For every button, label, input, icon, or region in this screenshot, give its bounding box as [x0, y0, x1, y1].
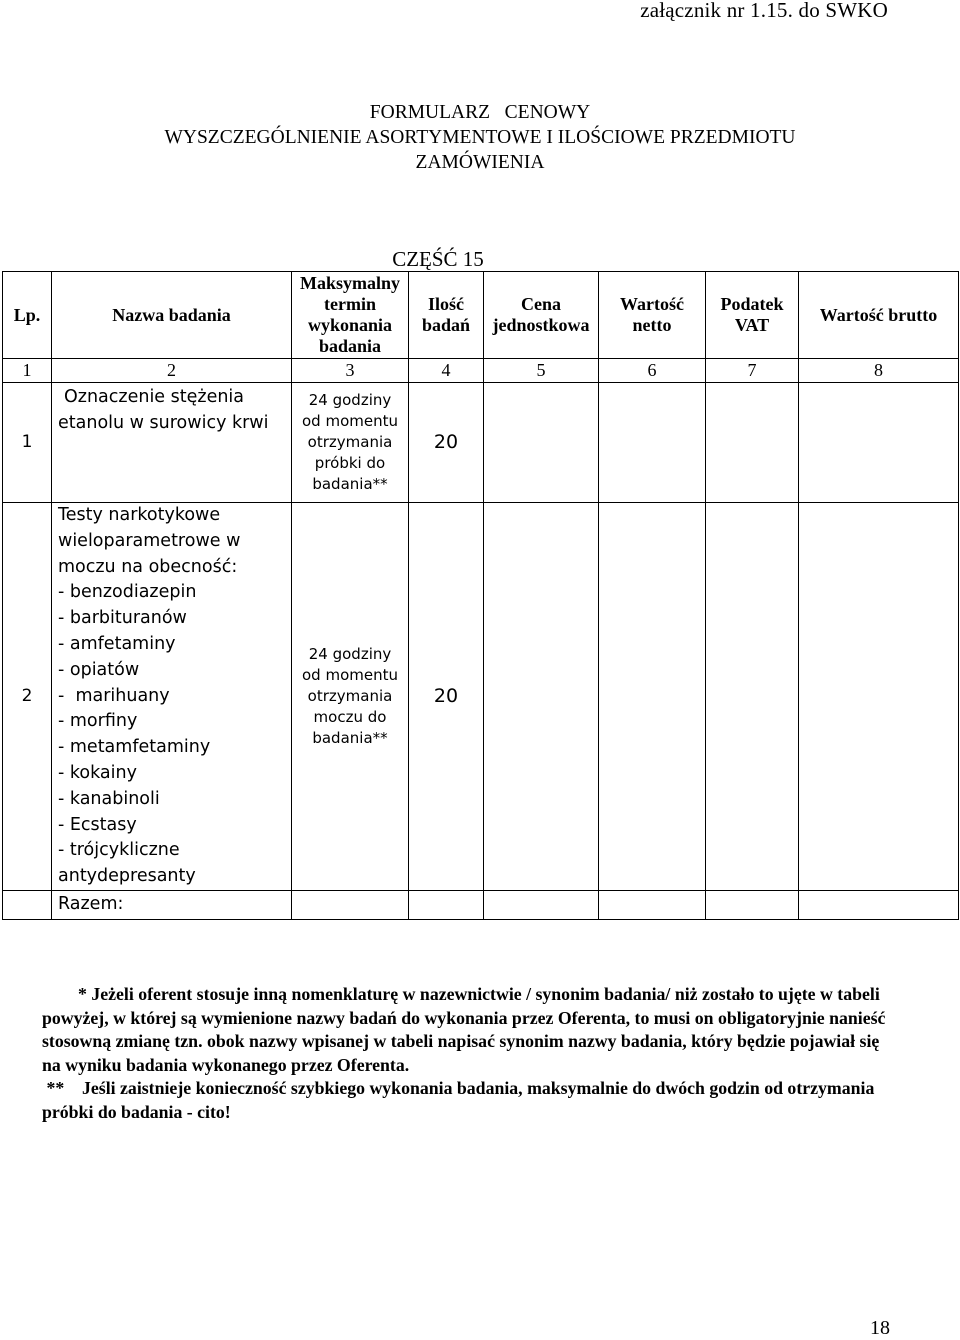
header-gross: Wartość brutto: [799, 272, 959, 359]
header-qty: Ilość badań: [409, 272, 484, 359]
row-term: 24 godziny od momentu otrzymania próbki do badania**: [292, 383, 409, 503]
row-vat[interactable]: [706, 383, 799, 503]
part-heading: CZĘŚĆ 15: [392, 247, 484, 271]
total-vat[interactable]: [706, 890, 799, 919]
row-net[interactable]: [599, 383, 706, 503]
row-gross[interactable]: [799, 503, 959, 891]
page-number: 18: [870, 1317, 890, 1339]
row-vat[interactable]: [706, 503, 799, 891]
row-unit-price[interactable]: [484, 503, 599, 891]
title-line-1: FORMULARZ CENOWY: [369, 102, 591, 123]
row-qty: 20: [409, 383, 484, 503]
row-unit-price[interactable]: [484, 383, 599, 503]
table-row: [3, 383, 959, 503]
col-number: 7: [706, 359, 799, 383]
total-gross[interactable]: [799, 890, 959, 919]
title-line-2: WYSZCZEGÓLNIENIE ASORTYMENTOWE I ILOŚCIOWE PRZEDMIOTU: [164, 127, 796, 148]
header-net: Wartość netto: [599, 272, 706, 359]
annex-label: załącznik nr 1.15. do SWKO: [640, 0, 888, 22]
total-row: [3, 890, 959, 919]
header-row: [3, 272, 959, 359]
header-term: Maksymalny termin wykonania badania: [292, 272, 409, 359]
footnote-1: * Jeżeli oferent stosuje inną nomenklaturę w nazewnictwie / synonim badania/ niż zostało to ujęte w tabeli powyżej, w której są wymienione nazwy badań do wykonania przez Oferenta, to musi on obligatoryjnie nanieść stosowną zmianę tzn. obok nazwy wpisanej w tabeli napisać synonim nazwy badania, który będzie pojawiał się na wyniku badania wykonanego przez Oferenta.: [42, 984, 886, 1075]
row-net[interactable]: [599, 503, 706, 891]
total-unit-price[interactable]: [484, 890, 599, 919]
footnotes: [42, 983, 892, 1124]
header-lp: Lp.: [3, 272, 52, 359]
header-name: Nazwa badania: [52, 272, 292, 359]
col-number: 6: [599, 359, 706, 383]
table-row: [3, 503, 959, 891]
col-number: 3: [292, 359, 409, 383]
row-name: Oznaczenie stężenia etanolu w surowicy krwi: [52, 383, 292, 503]
total-term: [292, 890, 409, 919]
title-line-3: ZAMÓWIENIA: [415, 152, 545, 173]
footnote-2: ** Jeśli zaistnieje konieczność szybkiego wykonania badania, maksymalnie do dwóch godzin od otrzymania próbki do badania - cito!: [42, 1078, 879, 1122]
pricing-table: [2, 271, 959, 920]
total-label: Razem:: [52, 890, 292, 919]
col-number: 2: [52, 359, 292, 383]
column-number-row: [3, 359, 959, 383]
document-title: [0, 100, 960, 175]
col-number: 5: [484, 359, 599, 383]
total-net[interactable]: [599, 890, 706, 919]
row-qty: 20: [409, 503, 484, 891]
total-qty: [409, 890, 484, 919]
col-number: 8: [799, 359, 959, 383]
row-lp: 2: [3, 503, 52, 891]
total-lp: [3, 890, 52, 919]
row-term: 24 godziny od momentu otrzymania moczu do badania**: [292, 503, 409, 891]
header-unit-price: Cena jednostkowa: [484, 272, 599, 359]
header-vat: Podatek VAT: [706, 272, 799, 359]
row-gross[interactable]: [799, 383, 959, 503]
row-name: Testy narkotykowe wieloparametrowe w moczu na obecność: - benzodiazepin - barbituranów - amfetaminy - opiatów - marihuany - morfiny - metamfetaminy - kokainy - kanabinoli - Ecstasy - trójcykliczne antydepresanty: [52, 503, 292, 891]
col-number: 1: [3, 359, 52, 383]
row-lp: 1: [3, 383, 52, 503]
col-number: 4: [409, 359, 484, 383]
